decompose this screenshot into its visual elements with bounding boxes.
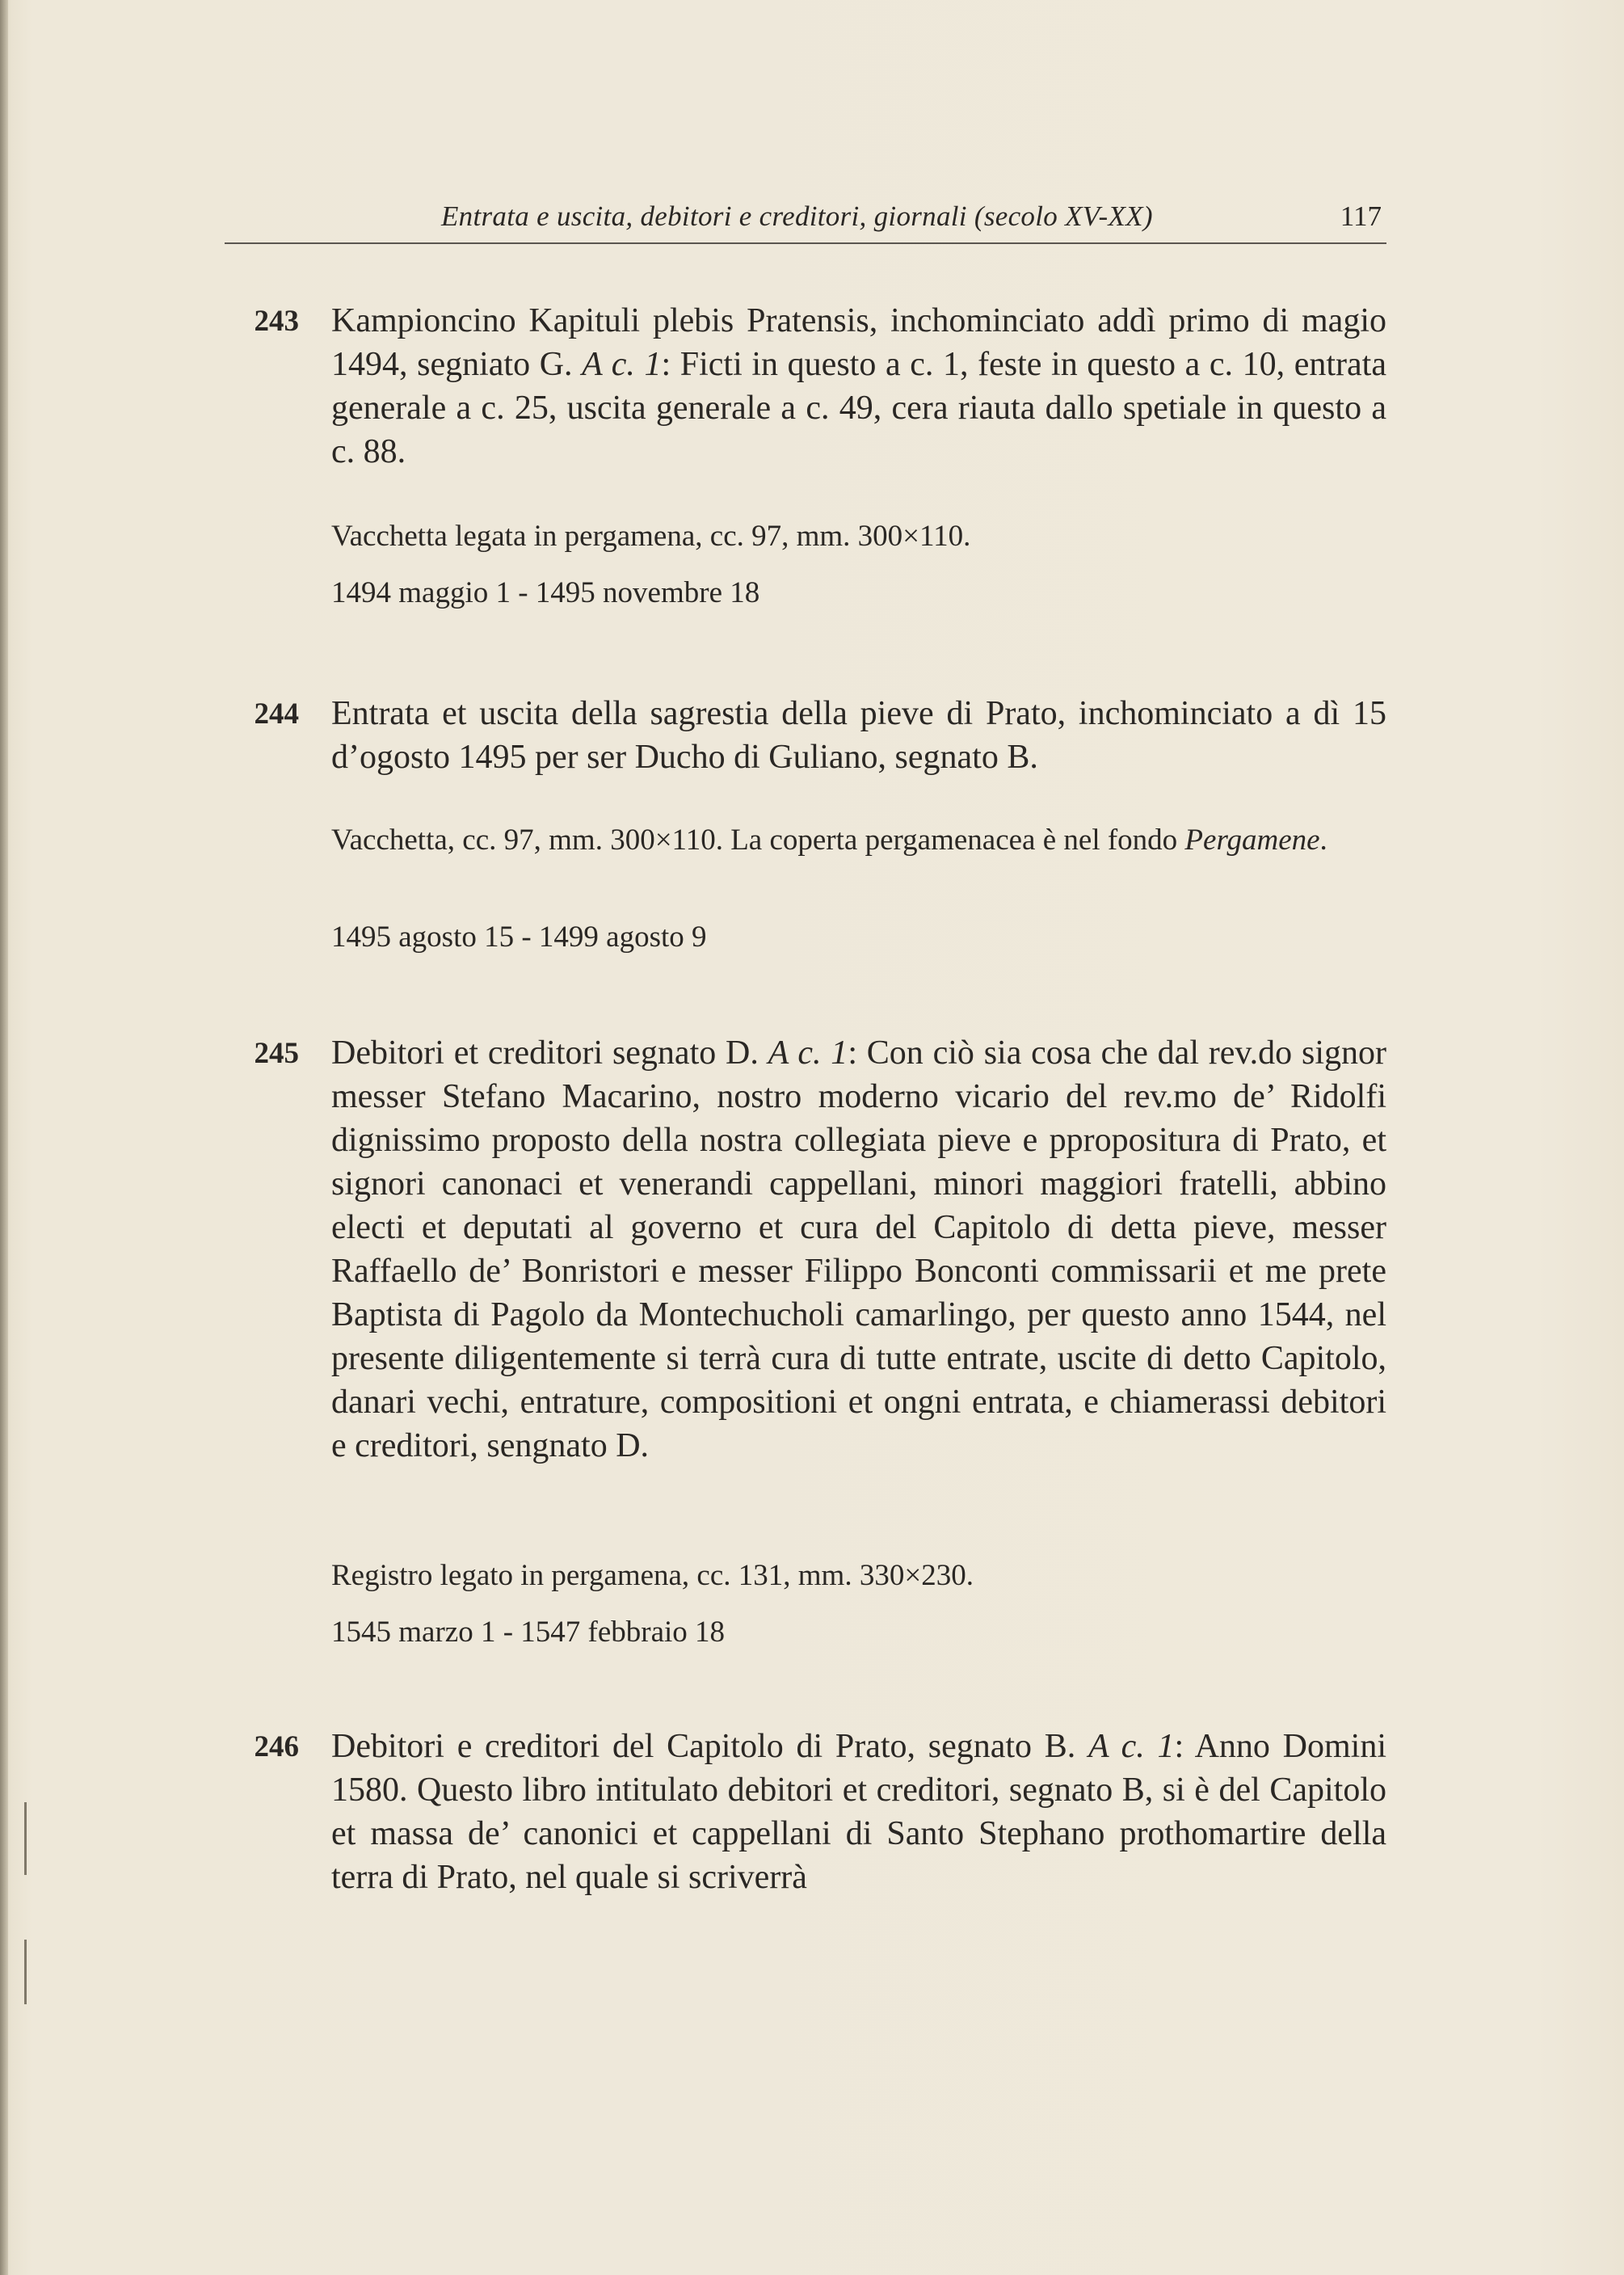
description-italic: Pergamene	[1184, 824, 1320, 857]
entry-title-text	[331, 692, 1386, 779]
entry-date-range: 1494 maggio 1 - 1495 novembre 18	[331, 576, 760, 609]
entry-text-part: Debitori e creditori del Capitolo di Prato, segnato B.	[331, 1728, 1089, 1765]
entry-description	[331, 821, 1386, 860]
entry-title-text	[331, 1725, 1386, 1899]
entry-title-text	[331, 299, 1386, 474]
running-title: Entrata e uscita, debitori e creditori, giornali (secolo XV-XX)	[441, 200, 1153, 232]
description-text: Vacchetta, cc. 97, mm. 300×110. La coperta pergamenacea è nel fondo	[331, 824, 1185, 857]
margin-mark	[24, 1940, 27, 2004]
entry-text-part: : Ficti in questo a c. 1, feste in questo a c. 10, entrata generale a c. 25, uscita generale a c. 49, cera riauta dallo spetiale in questo a c. 88.	[331, 346, 1386, 470]
entry-text-part: Debitori et creditori segnato D.	[331, 1034, 768, 1072]
page-number: 117	[1340, 200, 1382, 232]
entry-number: 245	[254, 1037, 299, 1070]
entry-text-part: Entrata et uscita della sagrestia della pieve di Prato, inchominciato a dì 15 d’ogosto 1495 per ser Ducho di Guliano, segnato B.	[331, 695, 1386, 776]
entry-text-part: Kampioncino Kapituli plebis Pratensis, inchominciato addì primo di magio 1494, segniato G.	[331, 302, 1386, 383]
margin-mark	[24, 1802, 27, 1875]
entry-description: Vacchetta legata in pergamena, cc. 97, mm. 300×110.	[331, 520, 971, 553]
entry-reference: A c. 1	[768, 1034, 848, 1072]
entry-number: 243	[254, 305, 299, 338]
entry-title-text	[331, 1031, 1386, 1468]
header-rule	[225, 242, 1386, 244]
entry-text-part: : Con ciò sia cosa che dal rev.do signor messer Stefano Macarino, nostro moderno vicario del rev.mo de’ Ridolfi dignissimo proposto della nostra collegiata pieve e ppropositura di Prato, et signori canonaci et venerandi cappellani, minori maggiori fratelli, abbino electi et deputati al governo et cura del Capitolo di detta pieve, messer Raffaello de’ Bonristori e messer Filippo Bonconti commissarii et me prete Baptista di Pagolo da Montechucholi camarlingo, per questo anno 1544, nel presente diligentemente si terrà cura di tutte entrate, uscite di detto Capitolo, danari vechi, entrature, compositioni et ongni entrata, e chiamerassi debitori e creditori, sengnato D.	[331, 1034, 1386, 1464]
entry-text-part: : Anno Domini 1580. Questo libro intitulato debitori et creditori, segnato B, si è del Capitolo et massa de’ canonici et cappellani di Santo Stephano prothomartire della terra di Prato, nel quale si scriverrà	[331, 1728, 1386, 1896]
entry-reference: A c. 1	[582, 346, 662, 383]
entry-number: 244	[254, 697, 299, 731]
entry-description: Registro legato in pergamena, cc. 131, mm. 330×230.	[331, 1559, 974, 1592]
entry-date-range: 1495 agosto 15 - 1499 agosto 9	[331, 921, 707, 954]
entry-date-range: 1545 marzo 1 - 1547 febbraio 18	[331, 1616, 726, 1649]
running-head	[225, 200, 1386, 242]
page-spine-edge	[0, 0, 8, 2275]
entry-number: 246	[254, 1730, 299, 1763]
description-text: .	[1319, 824, 1327, 857]
entry-reference: A c. 1	[1088, 1728, 1175, 1765]
